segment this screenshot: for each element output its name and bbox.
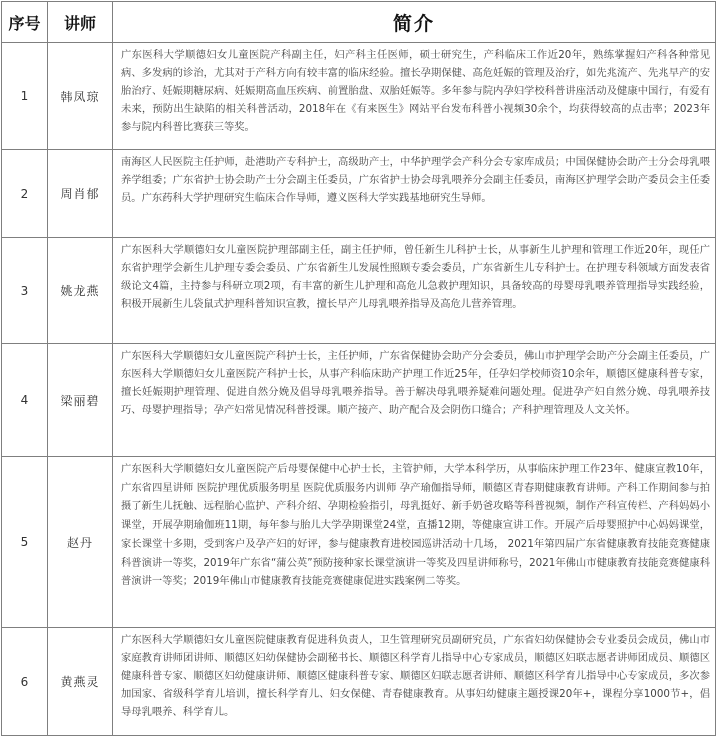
header-number: 序号 bbox=[2, 2, 48, 43]
lecturer-name: 周肖郁 bbox=[48, 150, 113, 238]
lecturer-intro: 广东医科大学顺德妇女儿童医院护理部副主任，副主任护师，曾任新生儿科护士长，从事新生儿护理和管理工作近20年，现任广东省护理学会新生儿护理专委会委员、广东省新生儿发展性照顾专委会委员，广东省新生儿专科护士。在护理专科领域方面发表省级论文4篇，主持参与科研立项2项，有丰富的新生儿护理和高危儿急救护理知识，具备较高的母婴母乳喂养管理指导实践经验，积极开展新生儿袋鼠式护理科普知识宣教，擅长早产儿母乳喂养指导及高危儿营养管理。 bbox=[121, 244, 710, 310]
row-number: 1 bbox=[2, 43, 48, 150]
lecturer-table bbox=[1, 1, 716, 736]
lecturer-intro-cell bbox=[113, 457, 716, 628]
table-row bbox=[2, 43, 716, 150]
lecturer-intro: 广东医科大学顺德妇女儿童医院产科护士长，主任护师，广东省保健协会助产分会委员，佛山市护理学会助产分会副主任委员，广东医科大学顺德妇女儿童医院产科护士长，从事产科临床助产护理工作近25年，任孕妇学校师资10余年，顺德区健康科普专家，擅长妊娠期护理管理、促进自然分娩及倡导母乳喂养指导。善于解决母乳喂养疑难问题处理。促进孕产妇自然分娩、母乳喂养技巧、母婴护理指导；孕产妇常见情况科普授课。顺产接产、助产配合及会阴伤口缝合；产科护理管理及人文关怀。 bbox=[121, 350, 710, 416]
row-number: 2 bbox=[2, 150, 48, 238]
row-number: 4 bbox=[2, 344, 48, 457]
lecturer-intro: 广东医科大学顺德妇女儿童医院产科副主任，妇产科主任医师，硕士研究生，产科临床工作近20年，熟练掌握妇产科各种常见病、多发病的诊治，尤其对于产科方向有较丰富的临床经验。擅长孕期保健、高危妊娠的管理及治疗，如先兆流产、先兆早产的安胎治疗、妊娠期糖尿病、妊娠期高血压疾病、前置胎盘、双胎妊娠等。多年参与院内孕妇学校科普讲座活动及健康中国行，有爱有未来，预防出生缺陷的相关科普活动，2018年在《有来医生》网站平台发布科普小视频30余个，均获得较高的点击率；2023年参与院内科普比赛获三等奖。 bbox=[121, 49, 710, 133]
table-row bbox=[2, 238, 716, 344]
lecturer-table-container bbox=[1, 1, 715, 719]
table-row bbox=[2, 457, 716, 628]
header-lecturer: 讲师 bbox=[48, 2, 113, 43]
lecturer-name: 韩凤琼 bbox=[48, 43, 113, 150]
lecturer-intro: 广东医科大学顺德妇女儿童医院健康教育促进科负责人，卫生管理研究员副研究员，广东省妇幼保健协会专业委员会成员，佛山市家庭教育讲师团讲师、顺德区妇幼保健协会副秘书长、顺德区科学育儿指导中心专家成员，顺德区妇联志愿者讲师团成员、顺德区健康科普专家、顺德区妇幼健康讲师、顺德区健康科普专家、顺德区妇联志愿者讲师、顺德区科学育儿指导中心专家成员，多次参加国家、省级科学育儿培训，擅长科学育儿、妇女保健、青春健康教育。从事妇幼健康主题授课20年+，课程分享1000节+，倡导母乳喂养、科学育儿。 bbox=[121, 634, 710, 718]
table-row bbox=[2, 150, 716, 238]
lecturer-intro-cell bbox=[113, 238, 716, 344]
lecturer-intro-cell bbox=[113, 628, 716, 736]
table-row bbox=[2, 344, 716, 457]
row-number: 3 bbox=[2, 238, 48, 344]
lecturer-intro-cell bbox=[113, 43, 716, 150]
table-row bbox=[2, 628, 716, 736]
lecturer-intro: 广东医科大学顺德妇女儿童医院产后母婴保健中心护士长，主管护师，大学本科学历，从事临床护理工作23年、健康宣教10年，广东省四星讲师 医院护理优质服务明星 医院优质服务内训师 孕产瑜伽指导师，顺德区青春期健康教育讲师。产科工作期间参与拍摄了新生儿抚触、远程胎心监护、产科介绍、孕期检验指引，母乳挺好、新手奶爸攻略等科普视频，制作产科宣传栏、产科妈妈小课堂，开展孕期瑜伽班11期，每年参与胎儿大学孕期课堂24堂，直播12期，等健康宣讲工作。开展产后母婴照护中心妈妈课堂，家长课堂十多期，受到客户及孕产妇的好评，参与健康教育进校园巡讲活动十几场， 2021年第四届广东省健康教育技能竞赛健康科普演讲一等奖，2019年广东省“蒲公英”预防接种家长课堂演讲一等奖及四星讲师称号，2021年佛山市健康教育技能竞赛健康科普演讲一等奖；2019年佛山市健康教育技能竞赛健康促进实践案例二等奖。 bbox=[121, 463, 710, 588]
lecturer-name: 黄燕灵 bbox=[48, 628, 113, 736]
lecturer-intro-cell bbox=[113, 344, 716, 457]
row-number: 5 bbox=[2, 457, 48, 628]
table-header-row bbox=[2, 2, 716, 43]
lecturer-name: 姚龙燕 bbox=[48, 238, 113, 344]
lecturer-intro: 南海区人民医院主任护师，赴港助产专科护士，高级助产士，中华护理学会产科分会专家库成员；中国保健协会助产士分会母乳喂养学组委；广东省护士协会助产士分会副主任委员，广东省护士协会母乳喂养分会副主任委员，南海区护理学会助产委员会主任委员。广东药科大学护理研究生临床合作导师，遵义医科大学实践基地研究生导师。 bbox=[121, 156, 710, 204]
row-number: 6 bbox=[2, 628, 48, 736]
lecturer-name: 梁丽碧 bbox=[48, 344, 113, 457]
lecturer-name: 赵丹 bbox=[48, 457, 113, 628]
lecturer-intro-cell bbox=[113, 150, 716, 238]
header-intro: 简介 bbox=[113, 2, 716, 43]
